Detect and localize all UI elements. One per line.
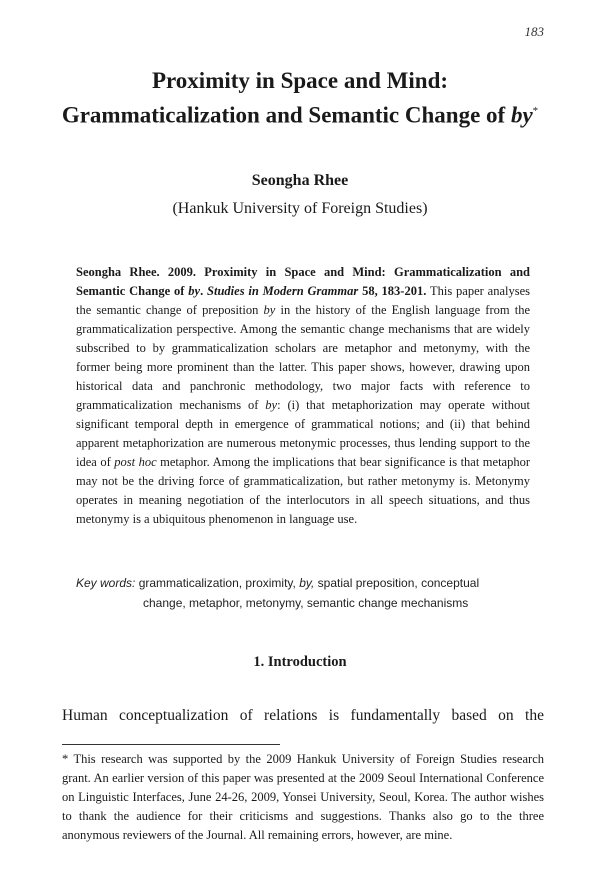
keywords: [76, 573, 530, 613]
author-name: Seongha Rhee: [251, 172, 349, 189]
keywords-line-1: grammaticalization, proximity,: [138, 576, 296, 590]
title-by: by: [510, 102, 533, 128]
abstract-volume-pages: 58, 183-201.: [362, 284, 427, 298]
abstract: [76, 263, 530, 529]
abstract-journal: Studies in Modern Grammar: [207, 284, 359, 298]
title-footnote-mark: *: [532, 105, 539, 117]
keywords-line-2: change, metaphor, metonymy, semantic change mechanisms: [143, 596, 469, 610]
abstract-post-hoc: post hoc: [114, 455, 157, 469]
body-paragraph: Human conceptualization of relations is fundamentally based on the: [62, 707, 544, 724]
page-number: 183: [524, 24, 544, 39]
title-line-1: Proximity in Space and Mind:: [151, 68, 449, 93]
abstract-citation-by: by: [188, 284, 201, 298]
abstract-text-3: : (i) that metaphorization may operate without significant temporal depth in emergence of grammatical notions; and (ii) that behind apparent metaphorization are numerous metonymic processes, thus lending support to the idea of: [76, 398, 531, 469]
title-line-2-text: Grammaticalization and Semantic Change of: [61, 102, 511, 128]
abstract-text-2: in the history of the English language from the grammaticalization perspective. Among the semantic change mechanisms that are widely subscribed to by grammaticalization scholars are metaphor and metonymy, with the former being more prominent than the latter. This paper shows, however, drawing upon historical data and panchronic methodology, two major facts with reference to grammaticalization mechanisms of: [76, 303, 531, 412]
keywords-by: by,: [299, 576, 315, 590]
abstract-by-1: by: [263, 303, 276, 317]
author-affiliation: (Hankuk University of Foreign Studies): [172, 200, 428, 217]
author-block: [0, 170, 600, 220]
footnote: * This research was supported by the 2009 Hankuk University of Foreign Studies research grant. An earlier version of this paper was presented at the 2009 Seoul International Conference on Linguistic Interfaces, June 24-26, 2009, Yonsei University, Seoul, Korea. The author wishes to thank the audience for their criticisms and suggestions. Thanks also go to the three anonymous reviewers of the Journal. All remaining errors, however, are mine.: [62, 752, 544, 842]
abstract-citation: Seongha Rhee. 2009. Proximity in Space and Mind: Grammaticalization and Semantic Change of: [76, 265, 530, 298]
abstract-text-4: metaphor. Among the implications that bear significance is that metaphor may not be the driving force of grammaticalization, but rather metonymy is. Metonymy operates in meaning negotiation of the interlocutors in all speech situations, and thus metonymy is a ubiquitous phenomenon in language use.: [76, 455, 531, 526]
abstract-by-2: by: [265, 398, 278, 412]
footnote-divider: [62, 744, 280, 745]
keywords-line-1-rest: spatial preposition, conceptual: [317, 576, 480, 590]
abstract-text-1: This paper analyses the semantic change of preposition: [76, 284, 530, 317]
title-line-2: [0, 96, 600, 131]
paper-title: [0, 66, 600, 131]
abstract-citation-dot: .: [200, 284, 204, 298]
section-heading: 1. Introduction: [253, 654, 347, 670]
keywords-label: Key words:: [76, 576, 136, 590]
